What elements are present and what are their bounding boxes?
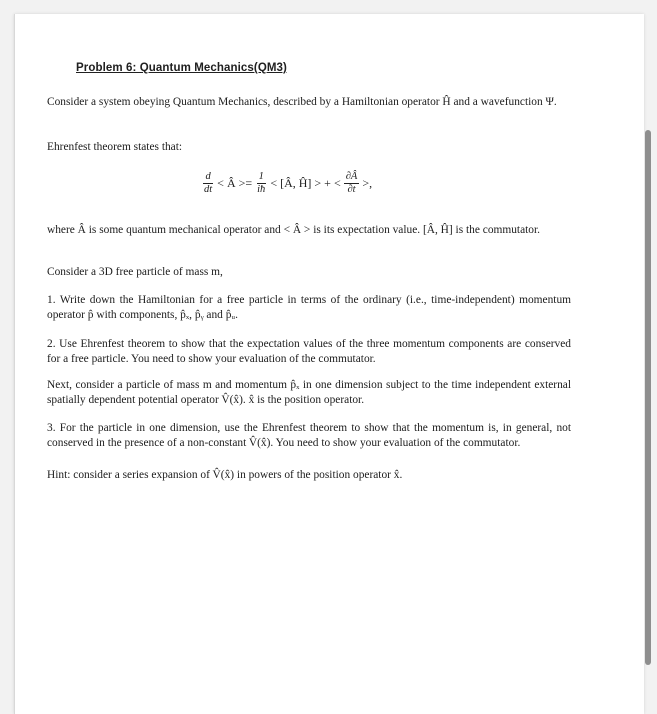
equation-segment: >, (362, 175, 373, 190)
where-paragraph: where Â is some quantum mechanical operator and < Â > is its expectation value. [Â, Ĥ] is the commutator. (47, 224, 541, 236)
equation-fraction-1-ihbar (255, 171, 267, 196)
ehrenfest-equation (200, 162, 373, 204)
vertical-scrollbar[interactable] (645, 130, 651, 665)
ehrenfest-lead: Ehrenfest theorem states that: (47, 141, 183, 153)
fraction-numerator: ∂Â (345, 170, 358, 182)
equation-segment: < Â >= (217, 175, 253, 190)
fraction-numerator: 1 (258, 170, 264, 182)
equation-segment: < [Â, Ĥ] > + < (270, 175, 341, 190)
question-2: 2. Use Ehrenfest theorem to show that the expectation values of the three momentum components are conserved for a free particle. You need to show your evaluation of the commutator. (47, 338, 571, 365)
question-3: 3. For the particle in one dimension, use the Ehrenfest theorem to show that the momentum is, in general, not conserved in the presence of a non-constant V̂(x̂). You need to show your evaluation of the commutator. (47, 422, 571, 449)
hint-paragraph: Hint: consider a series expansion of V̂(x̂) in powers of the position operator x̂. (47, 469, 403, 481)
question-1: 1. Write down the Hamiltonian for a free particle in terms of the ordinary (i.e., time-independent) momentum operator p̂ with components, p̂ₓ, p̂ᵧ and p̂ᵤ. (47, 294, 571, 321)
fraction-denominator: ∂t (347, 183, 356, 195)
fraction-numerator: d (205, 170, 211, 182)
fraction-denominator: dt (204, 183, 213, 195)
next-paragraph: Next, consider a particle of mass m and momentum p̂ₓ in one dimension subject to the time independent external spatially dependent potential operator V̂(x̂). x̂ is the position operator. (47, 379, 571, 406)
equation-fraction-partial (344, 171, 360, 196)
intro-paragraph: Consider a system obeying Quantum Mechanics, described by a Hamiltonian operator Ĥ and a wavefunction Ψ. (47, 96, 557, 108)
free-particle-paragraph: Consider a 3D free particle of mass m, (47, 266, 223, 278)
fraction-denominator: iħ (257, 183, 266, 195)
problem-title: Problem 6: Quantum Mechanics(QM3) (76, 62, 287, 74)
equation-fraction-d-dt (202, 171, 214, 196)
